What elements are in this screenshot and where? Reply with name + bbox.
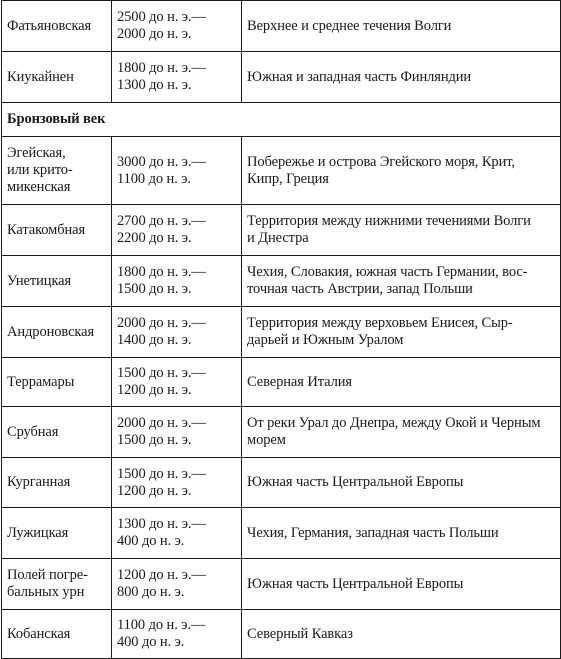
territory-cell-line: Территория между верховьем Енисея, Сыр-	[247, 315, 513, 331]
culture-cell	[2, 256, 112, 307]
dates-cell-line: 1800 до н. э.—	[117, 264, 206, 280]
culture-cell-line: Андроновская	[7, 323, 95, 340]
territory-cell	[242, 358, 561, 407]
dates-cell-line: 2700 до н. э.—	[117, 213, 206, 229]
dates-cell-line: 2000 до н. э.—	[117, 315, 206, 331]
culture-cell-line: Унетицкая	[7, 272, 72, 289]
dates-cell-line: 1100 до н. э.	[117, 170, 191, 187]
culture-cell	[2, 137, 112, 205]
culture-cell-line: Киукайнен	[7, 68, 74, 85]
culture-cell	[2, 508, 112, 559]
dates-cell-line: 1100 до н. э.—	[117, 617, 206, 633]
territory-cell	[242, 52, 561, 103]
territory-cell-line: Чехия, Германия, западная часть Польши	[247, 524, 499, 541]
territory-cell-line: От реки Урал до Днепра, между Окой и Черным	[247, 415, 541, 431]
dates-cell-line: 1500 до н. э.—	[117, 465, 206, 482]
dates-cell-line: 1500 до н. э.	[117, 432, 192, 448]
dates-cell-line: 1800 до н. э.—	[117, 60, 206, 76]
section-row	[2, 103, 561, 137]
dates-cell-line: 800 до н. э.	[117, 584, 185, 600]
table-row	[2, 137, 561, 205]
territory-cell	[242, 559, 561, 610]
territory-cell-line: Южная часть Центральной Европы	[247, 575, 464, 592]
territory-cell-line: Побережье и острова Эгейского моря, Крит,	[247, 153, 515, 170]
dates-cell	[112, 137, 242, 205]
culture-cell-line: Эгейская,	[7, 145, 66, 161]
cultures-table-body	[2, 1, 561, 659]
territory-cell-line: Верхнее и среднее течения Волги	[247, 17, 452, 34]
culture-cell-line: Катакомбная	[7, 221, 86, 238]
territory-cell-line: дарьей и Южным Уралом	[247, 332, 404, 348]
culture-cell	[2, 407, 112, 458]
dates-cell-line: 2200 до н. э.	[117, 230, 192, 246]
table-row	[2, 407, 561, 458]
dates-cell-line: 400 до н. э.	[117, 533, 185, 549]
territory-cell-line: Южная и западная часть Финляндии	[247, 68, 472, 85]
section-heading: Бронзовый век	[2, 103, 561, 137]
territory-cell	[242, 137, 561, 205]
table-row	[2, 508, 561, 559]
territory-cell	[242, 307, 561, 358]
dates-cell-line: 1200 до н. э.	[117, 482, 192, 499]
culture-cell	[2, 610, 112, 659]
territory-cell-line: Территория между нижними течениями Волги	[247, 213, 531, 229]
dates-cell	[112, 205, 242, 256]
territory-cell	[242, 407, 561, 458]
territory-cell	[242, 610, 561, 659]
culture-cell	[2, 358, 112, 407]
culture-cell	[2, 1, 112, 52]
table-row	[2, 610, 561, 659]
dates-cell	[112, 559, 242, 610]
dates-cell-line: 1300 до н. э.	[117, 77, 192, 93]
culture-cell-line: Фатьяновская	[7, 17, 92, 34]
dates-cell	[112, 508, 242, 559]
table-row	[2, 1, 561, 52]
dates-cell-line: 1400 до н. э.	[117, 332, 192, 348]
table-row	[2, 307, 561, 358]
table-row	[2, 52, 561, 103]
dates-cell	[112, 358, 242, 407]
dates-cell-line: 2000 до н. э.	[117, 26, 192, 42]
culture-cell	[2, 307, 112, 358]
culture-cell-line: микенская	[7, 179, 71, 195]
dates-cell	[112, 458, 242, 508]
table-row	[2, 458, 561, 508]
dates-cell-line: 1500 до н. э.	[117, 281, 192, 297]
culture-cell-line: или крито-	[7, 162, 73, 178]
dates-cell-line: 400 до н. э.	[117, 634, 185, 650]
territory-cell-line: Чехия, Словакия, южная часть Германии, вос-	[247, 264, 528, 280]
culture-cell	[2, 559, 112, 610]
dates-cell-line: 1200 до н. э.—	[117, 567, 206, 583]
culture-cell	[2, 52, 112, 103]
dates-cell	[112, 307, 242, 358]
dates-cell-line: 3000 до н. э.—	[117, 153, 206, 170]
dates-cell-line: 1500 до н. э.—	[117, 365, 206, 381]
culture-cell-line: Лужицкая	[7, 524, 69, 541]
dates-cell	[112, 256, 242, 307]
table-row	[2, 358, 561, 407]
territory-cell	[242, 1, 561, 52]
territory-cell	[242, 256, 561, 307]
dates-cell	[112, 52, 242, 103]
culture-cell	[2, 205, 112, 256]
culture-cell-line: Террамары	[7, 373, 75, 390]
territory-cell	[242, 508, 561, 559]
cultures-table	[1, 0, 561, 659]
dates-cell	[112, 407, 242, 458]
culture-cell-line: Срубная	[7, 423, 59, 440]
territory-cell	[242, 458, 561, 508]
territory-cell-line: точная часть Австрии, запад Польши	[247, 281, 473, 297]
dates-cell	[112, 1, 242, 52]
territory-cell-line: Северная Италия	[247, 373, 352, 390]
culture-cell-line: Полей погре-	[7, 567, 88, 583]
table-row	[2, 205, 561, 256]
territory-cell-line: Северный Кавказ	[247, 625, 353, 642]
territory-cell-line: морем	[247, 432, 286, 448]
dates-cell-line: 2500 до н. э.—	[117, 9, 206, 25]
territory-cell-line: и Днестра	[247, 230, 309, 246]
table-row	[2, 559, 561, 610]
culture-cell-line: Курганная	[7, 474, 71, 490]
culture-cell	[2, 458, 112, 508]
dates-cell-line: 1300 до н. э.—	[117, 516, 206, 532]
table-row	[2, 256, 561, 307]
territory-cell-line: Кипр, Греция	[247, 170, 329, 187]
dates-cell	[112, 610, 242, 659]
dates-cell-line: 2000 до н. э.—	[117, 415, 206, 431]
territory-cell-line: Южная часть Центральной Европы	[247, 474, 464, 490]
dates-cell-line: 1200 до н. э.	[117, 382, 192, 398]
culture-cell-line: бальных урн	[7, 584, 85, 600]
culture-cell-line: Кобанская	[7, 625, 71, 642]
territory-cell	[242, 205, 561, 256]
